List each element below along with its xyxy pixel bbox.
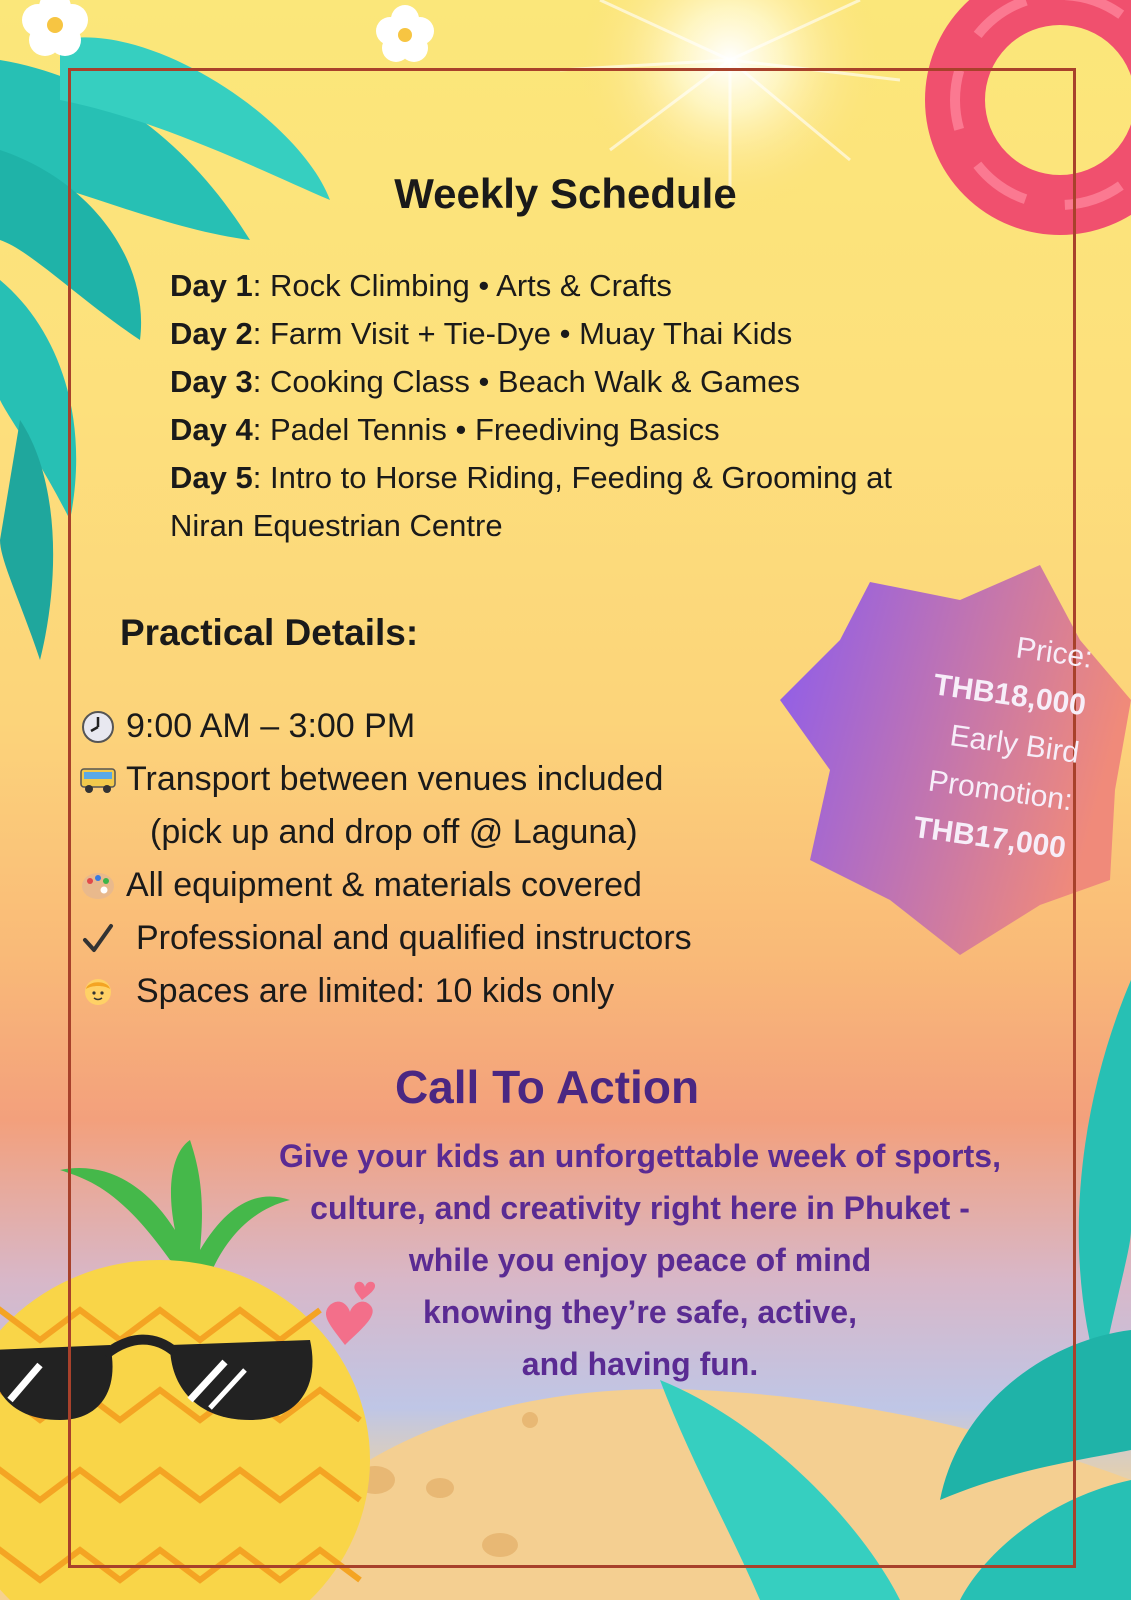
clock-icon [78,707,118,747]
detail-hours: 9:00 AM – 3:00 PM [78,700,692,753]
cta-body [200,1130,1080,1390]
cta-line: culture, and creativity right here in Phuket - [310,1190,970,1226]
practical-details-title: Practical Details: [120,612,419,653]
schedule-day-3: Day 3: Cooking Class • Beach Walk & Games [170,364,800,399]
cta-line: and having fun. [521,1346,759,1382]
practical-details-list [78,700,692,1018]
promo-label-line-2: Promotion: [926,764,1075,818]
detail-equipment: All equipment & materials covered [78,859,692,912]
detail-instructors: Professional and qualified instructors [78,912,692,965]
promo-price-value: THB17,000 [911,810,1068,865]
promo-label-line-1: Early Bird [947,719,1082,770]
detail-spaces: Spaces are limited: 10 kids only [78,965,692,1018]
cta-line: knowing they’re safe, active, [423,1294,857,1330]
schedule-title: Weekly Schedule [394,170,737,217]
schedule-day-5: Day 5: Intro to Horse Riding, Feeding & Grooming at [170,460,892,495]
price-value: THB18,000 [931,668,1088,723]
cta-line: while you enjoy peace of mind [408,1242,872,1278]
schedule-day-5-continued: Niran Equestrian Centre [170,508,503,543]
child-icon [78,972,118,1012]
price-label: Price: [1014,631,1095,675]
detail-transport: Transport between venues included [78,753,692,806]
checkmark-icon [78,919,118,959]
detail-pickup: (pick up and drop off @ Laguna) [150,813,638,851]
bus-icon [78,760,118,800]
cta-title: Call To Action [394,1061,700,1113]
schedule-day-1: Day 1: Rock Climbing • Arts & Crafts [170,268,672,303]
palette-icon [78,866,118,906]
cta-line: Give your kids an unforgettable week of sports, [279,1138,1001,1174]
schedule-day-4: Day 4: Padel Tennis • Freediving Basics [170,412,720,447]
schedule-day-2: Day 2: Farm Visit + Tie-Dye • Muay Thai Kids [170,316,793,351]
price-info [834,603,1095,873]
schedule-list [170,262,1010,550]
